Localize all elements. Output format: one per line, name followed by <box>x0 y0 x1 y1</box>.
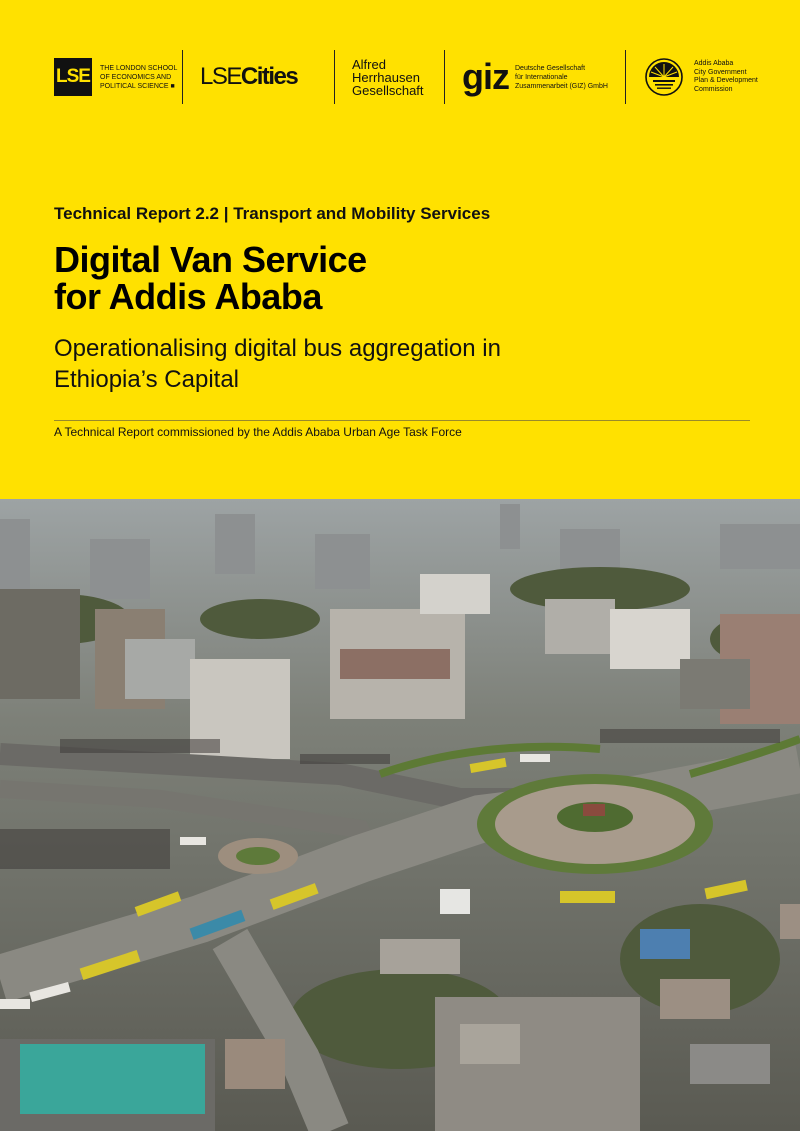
report-title <box>54 241 367 315</box>
aerial-city-illustration <box>0 499 800 1131</box>
ahg-line-1: Alfred <box>352 56 386 72</box>
giz-name-line-2: für Internationale <box>515 73 568 81</box>
lse-cities-bold: Cities <box>240 63 298 90</box>
giz-mark: giz <box>462 56 509 97</box>
commissioned-by-note: A Technical Report commissioned by the Addis Ababa Urban Age Task Force <box>54 425 462 439</box>
city-name-line-4: Commission <box>694 85 733 93</box>
logo-divider <box>444 50 445 104</box>
report-series-label: Technical Report 2.2 | Transport and Mobility Services <box>54 204 491 223</box>
lse-name-line-1: THE LONDON SCHOOL <box>100 64 178 72</box>
giz-name-line-3: Zusammenarbeit (GIZ) GmbH <box>515 82 608 90</box>
report-subtitle-line-1: Operationalising digital bus aggregation in <box>54 335 501 362</box>
city-name-line-1: Addis Ababa <box>694 60 734 67</box>
lse-logo <box>54 48 177 106</box>
lse-name-line-2: OF ECONOMICS AND <box>100 73 172 81</box>
lse-mark: LSE <box>54 58 92 96</box>
city-name-line-3: Plan & Development <box>694 77 758 84</box>
report-title-line-1: Digital Van Service <box>54 239 367 280</box>
giz-name-line-1: Deutsche Gesellschaft <box>515 64 586 72</box>
partner-logos <box>54 48 758 106</box>
giz-name <box>515 64 608 91</box>
lse-name <box>100 64 177 91</box>
divider-rule <box>54 420 750 421</box>
lse-cities-thin: LSE <box>200 63 241 90</box>
ahg-line-2: Herrhausen <box>352 69 420 85</box>
report-subtitle <box>54 333 501 395</box>
city-emblem-icon <box>644 57 684 97</box>
city-name-line-2: City Government <box>694 68 747 76</box>
logo-divider <box>334 50 335 104</box>
report-subtitle-line-2: Ethiopia’s Capital <box>54 366 240 393</box>
logo-divider <box>182 50 183 104</box>
giz-logo <box>462 48 608 106</box>
ahg-line-3: Gesellschaft <box>352 82 424 98</box>
lse-name-line-3: POLITICAL SCIENCE ■ <box>100 82 175 90</box>
lse-cities-logo <box>200 48 297 106</box>
alfred-herrhausen-logo <box>352 48 424 106</box>
aerial-city-photo <box>0 499 800 1131</box>
city-name <box>694 60 758 94</box>
logo-divider <box>625 50 626 104</box>
report-title-line-2: for Addis Ababa <box>54 276 322 317</box>
addis-ababa-city-logo <box>644 48 758 106</box>
